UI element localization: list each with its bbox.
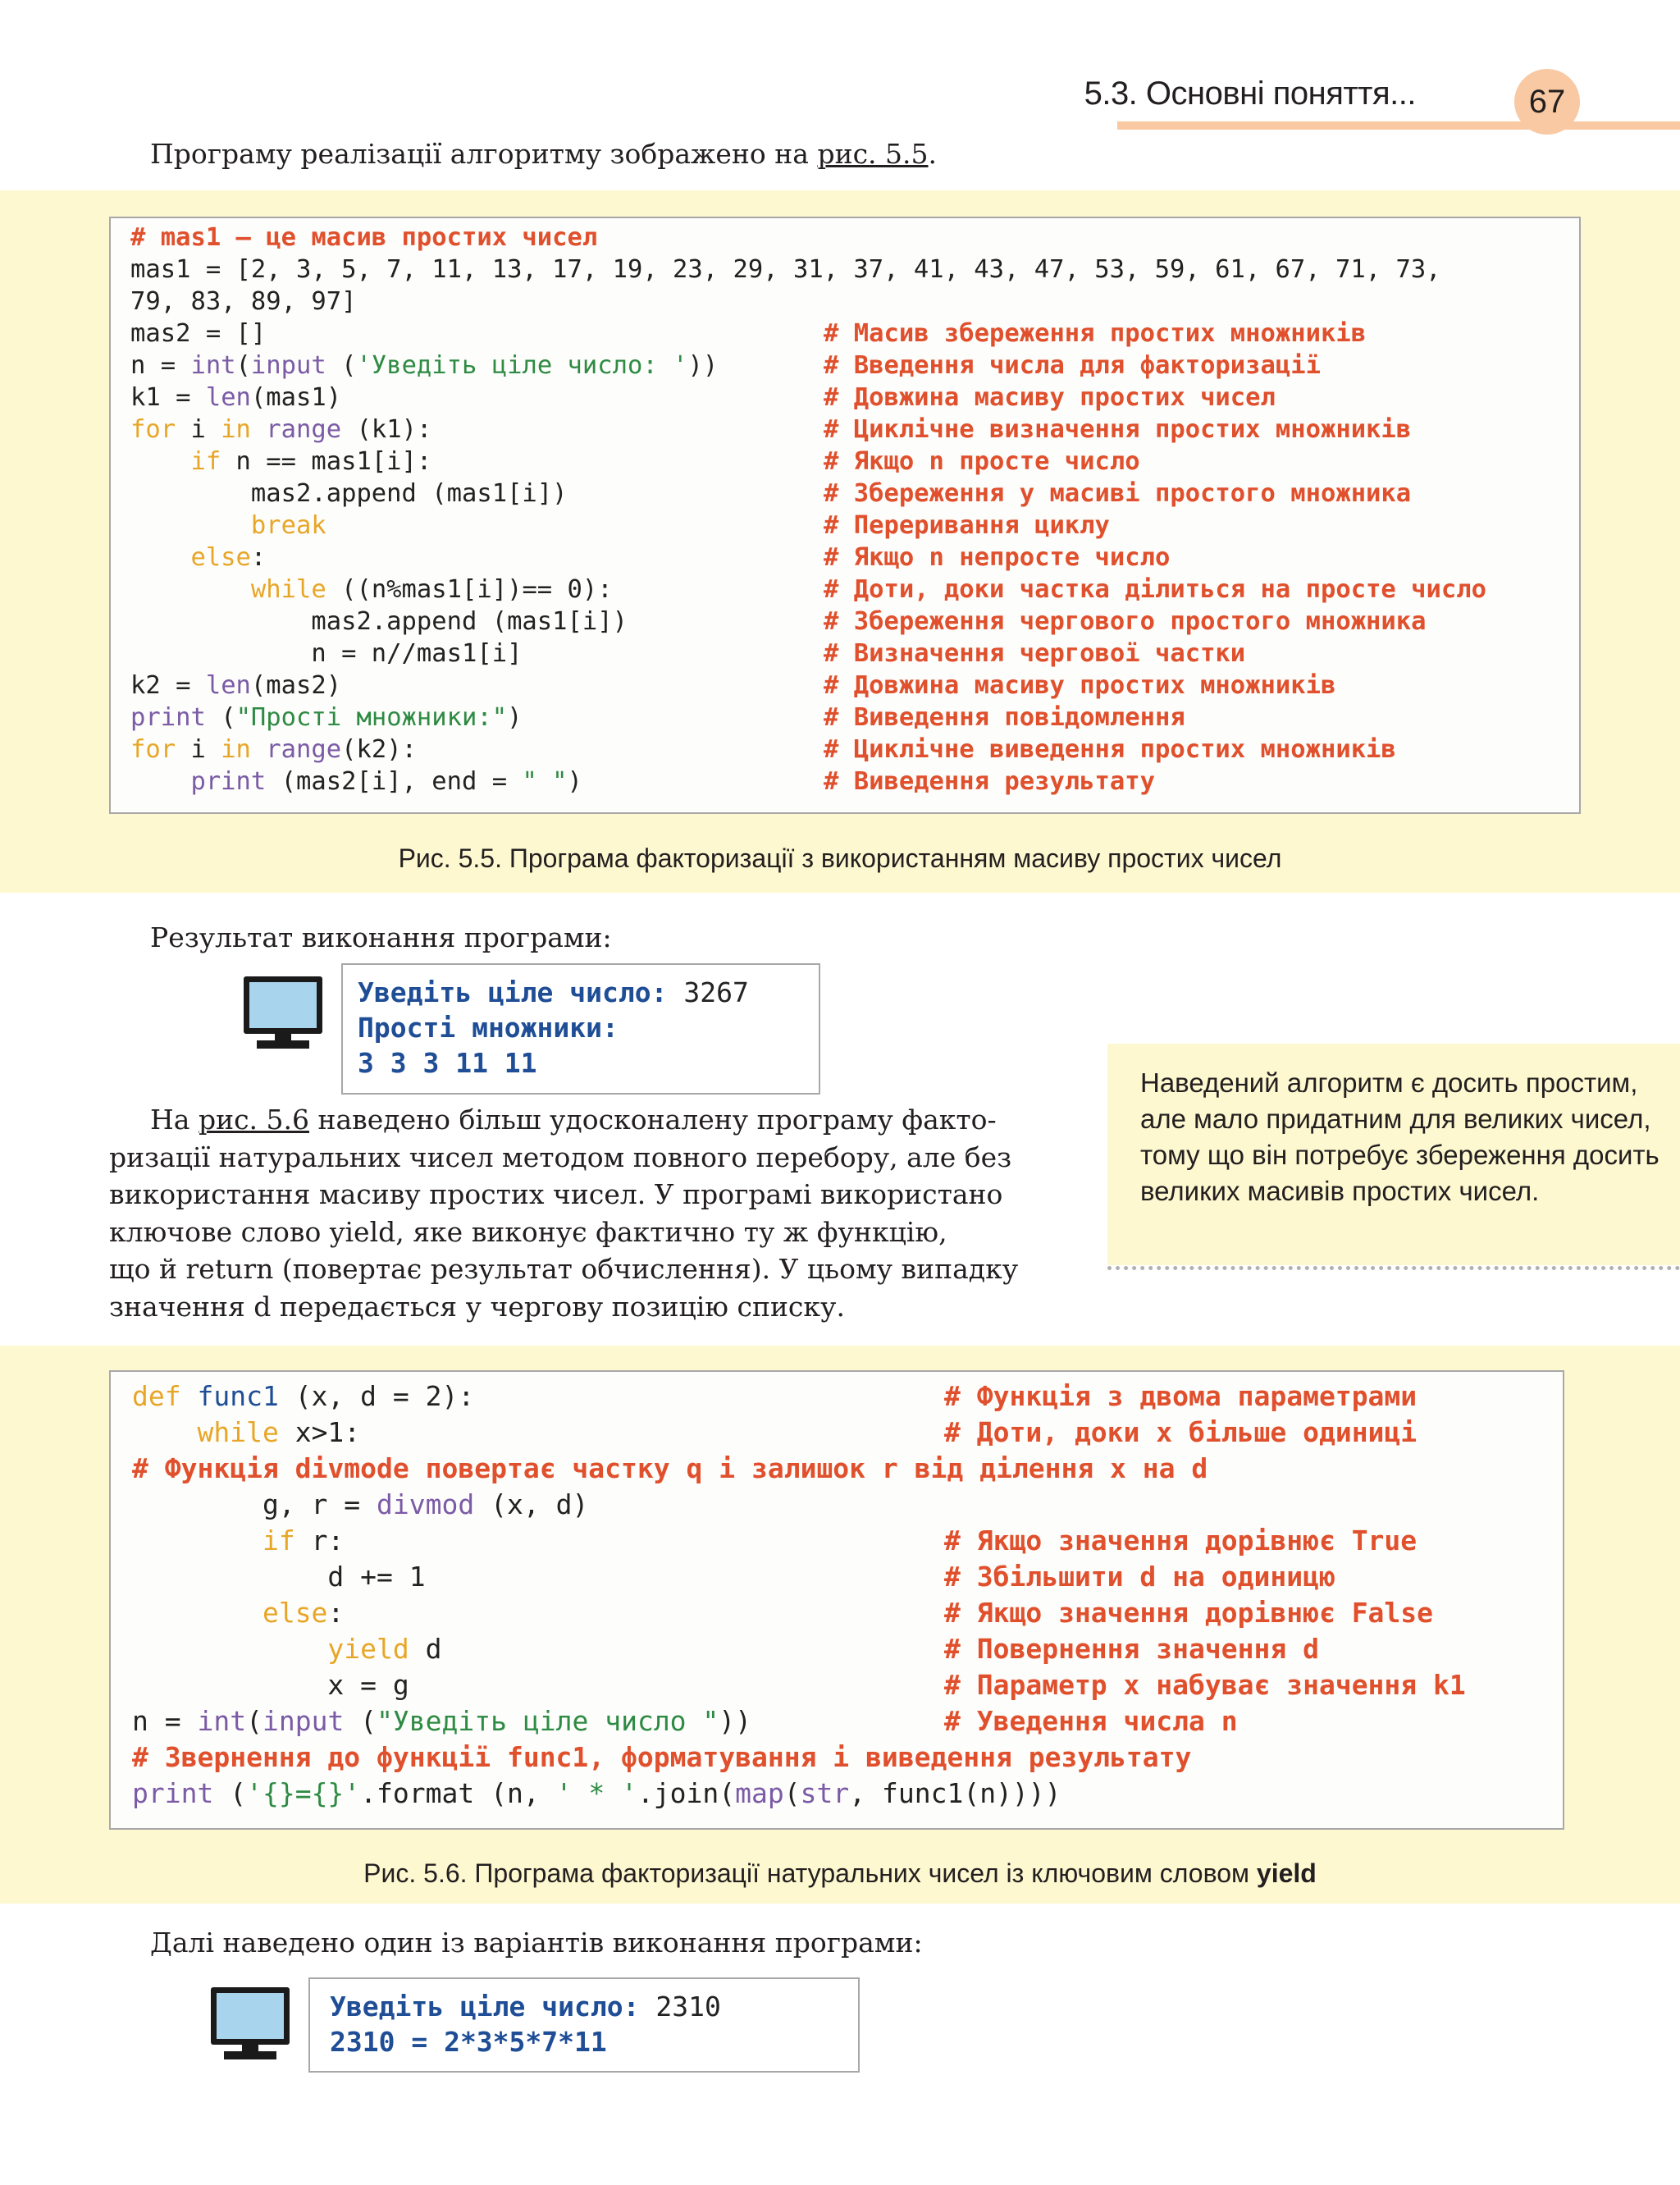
code2-code-line: # Звернення до функції func1, форматування і виведення результату <box>132 1741 1192 1773</box>
paragraph-line: що й return (повертає результат обчислення). У цьому випадку <box>109 1253 1019 1285</box>
header-rule <box>1117 121 1680 130</box>
code1-code-line: k2 = len(mas2) <box>130 671 342 700</box>
code1-code-line: print ("Прості множники:") <box>130 703 523 732</box>
figure-5-6-caption <box>0 1858 1680 1889</box>
code2-comment: # Збільшити d на одиницю <box>944 1561 1335 1593</box>
code1-code-line: mas2 = [] <box>130 319 267 348</box>
result-label: Результат виконання програми: <box>150 921 612 953</box>
code1-comment: # Переривання циклу <box>824 511 1110 540</box>
monitor-icon <box>242 975 324 1054</box>
code1-comment: # Довжина масиву простих чисел <box>824 383 1276 412</box>
code2-code-line: def func1 (x, d = 2): <box>132 1380 475 1412</box>
paragraph-yield <box>109 1101 1052 1325</box>
monitor-icon <box>209 1986 291 2064</box>
code2-code-line: print ('{}={}'.format (n, ' * '.join(map(str, func1(n)))) <box>132 1777 1061 1809</box>
figure-5-5-caption: Рис. 5.5. Програма факторизації з використанням масиву простих чисел <box>398 843 1282 873</box>
code1-code-line: n = n//mas1[i] <box>130 639 523 668</box>
code2-comment: # Функція з двома параметрами <box>944 1380 1418 1412</box>
figure-ref-5-6[interactable]: рис. 5.6 <box>198 1104 310 1136</box>
code1-comment: # Якщо n просте число <box>824 447 1140 476</box>
page-number: 67 <box>1514 69 1580 135</box>
code1-code-line: while ((n%mas1[i])== 0): <box>250 575 613 604</box>
code1-code-line: n = int(input ('Уведіть ціле число: ')) <box>130 351 719 380</box>
code1-comment: # Виведення результату <box>824 767 1155 796</box>
margin-note <box>1107 1044 1680 1265</box>
intro-paragraph <box>150 135 937 172</box>
code2-comment: # Доти, доки x більше одиниці <box>944 1416 1418 1448</box>
code2-comment: # Уведення числа n <box>944 1705 1238 1737</box>
code1-code-line: if n == mas1[i]: <box>190 447 432 476</box>
output1-line: Прості множники: <box>358 1012 619 1044</box>
code1-comment: # Визначення чергової частки <box>824 639 1246 668</box>
code1-code-line: print (mas2[i], end = " ") <box>190 767 582 796</box>
output-box-2 <box>308 1977 860 2073</box>
code1-code-line: mas2.append (mas1[i]) <box>130 479 568 508</box>
code1-comment: # Масив збереження простих множників <box>824 319 1367 348</box>
code1-code-line: mas2.append (mas1[i]) <box>130 607 628 636</box>
paragraph-line: використання масиву простих чисел. У програмі використано <box>109 1178 1003 1210</box>
code1-code-line: break <box>250 511 326 540</box>
code1-comment: # Збереження чергового простого множника <box>824 607 1427 636</box>
code2-comment: # Якщо значення дорівнює True <box>944 1524 1418 1556</box>
section-title: 5.3. Основні поняття... <box>1084 75 1416 112</box>
code1-comment: # Введення числа для факторизації <box>824 351 1321 380</box>
code2-comment: # Параметр x набуває значення k1 <box>944 1669 1466 1701</box>
figure-5-6-caption-keyword: yield <box>1256 1858 1317 1888</box>
code2-code-line: n = int(input ("Уведіть ціле число ")) <box>132 1705 752 1737</box>
code2-comment: # Якщо значення дорівнює False <box>944 1597 1434 1629</box>
code1-comment: # Якщо n непросте число <box>824 543 1171 572</box>
paragraph-line: ризації натуральних чисел методом повного перебору, але без <box>109 1140 1012 1173</box>
code1-comment: # Довжина масиву простих множників <box>824 671 1336 700</box>
code2-code-line: d += 1 <box>132 1561 426 1593</box>
output1-line: 3 3 3 11 11 <box>358 1047 537 1079</box>
intro-text: Програму реалізації алгоритму зображено на <box>150 138 818 170</box>
figure-5-6-caption-text: Рис. 5.6. Програма факторизації натуральних чисел із ключовим словом <box>363 1858 1257 1888</box>
code2-comment: # Повернення значення d <box>944 1633 1319 1665</box>
output2-line: 2310 = 2*3*5*7*11 <box>330 2026 607 2058</box>
code2-code-line: x = g <box>132 1669 409 1701</box>
code1-comment: # Виведення повідомлення <box>824 703 1185 732</box>
paragraph-line: значення d передається у чергову позицію списку. <box>109 1290 845 1323</box>
code2-code-line: yield d <box>327 1633 442 1665</box>
code2-code-line: # Функція divmode повертає частку q і залишок r від ділення x на d <box>132 1452 1208 1484</box>
code1-comment: # Збереження у масиві простого множника <box>824 479 1412 508</box>
code-listing-5-5 <box>109 217 1581 814</box>
figure-ref-5-5[interactable]: рис. 5.5 <box>817 138 929 170</box>
paragraph-line: ключове слово yield, яке виконує фактично ту ж функцію, <box>109 1215 947 1248</box>
output1-line: Уведіть ціле число: 3267 <box>358 976 749 1008</box>
code2-code-line: g, r = divmod (x, d) <box>132 1488 589 1520</box>
code1-code-line: k1 = len(mas1) <box>130 383 342 412</box>
code2-code-line: if r: <box>262 1524 345 1556</box>
code1-comment: # Доти, доки частка ділиться на просте число <box>824 575 1486 604</box>
margin-note-text: Наведений алгоритм є досить простим, але мало придатним для великих чисел, тому що він потребує збереження досить великих масивів простих чисел. <box>1140 1067 1659 1206</box>
code1-code-line: for i in range (k1): <box>130 415 432 444</box>
paragraph-line: На рис. 5.6 наведено більш удосконалену програму факто- <box>150 1104 997 1136</box>
code1-code-line: # mas1 – це масив простих чисел <box>130 223 598 252</box>
intro-end: . <box>928 138 938 170</box>
code1-code-line: for i in range(k2): <box>130 735 417 764</box>
code1-comment: # Циклічне виведення простих множників <box>824 735 1396 764</box>
output-box-1 <box>341 963 820 1095</box>
code-listing-5-6 <box>109 1370 1564 1830</box>
code1-comment: # Циклічне визначення простих множників <box>824 415 1412 444</box>
code1-code-line: else: <box>190 543 267 572</box>
code2-code-line: while x>1: <box>197 1416 361 1448</box>
code2-code-line: else: <box>262 1597 345 1629</box>
output2-line: Уведіть ціле число: 2310 <box>330 1991 721 2023</box>
margin-note-dotted-rule <box>1107 1266 1680 1270</box>
code1-code-line: 79, 83, 89, 97] <box>130 287 357 316</box>
run-label: Далі наведено один із варіантів виконання програми: <box>150 1927 923 1959</box>
code1-code-line: mas1 = [2, 3, 5, 7, 11, 13, 17, 19, 23, 29, 31, 37, 41, 43, 47, 53, 59, 61, 67, 71, 73, <box>130 255 1441 284</box>
